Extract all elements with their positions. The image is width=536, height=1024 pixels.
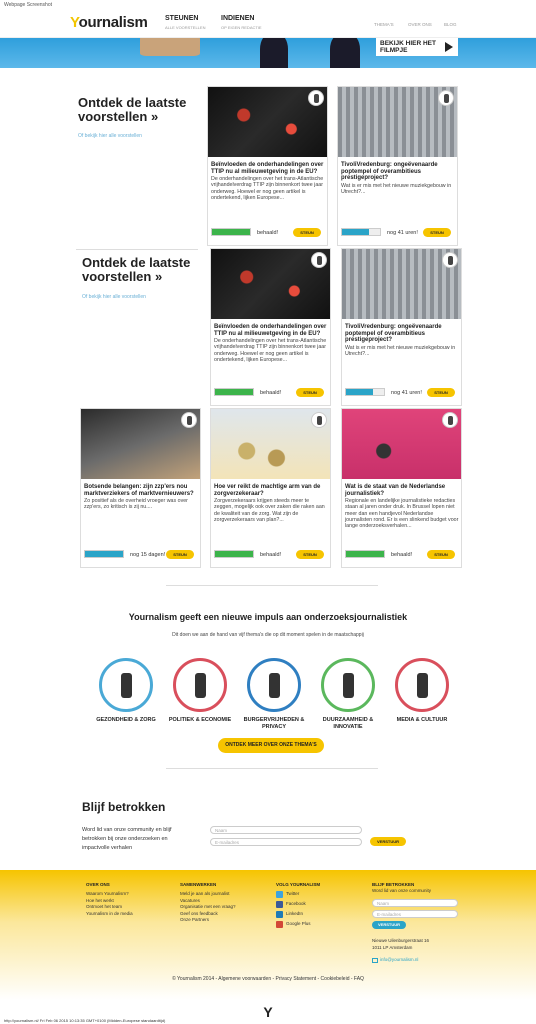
divider: [166, 768, 378, 769]
journalist-avatar-icon: [311, 412, 327, 428]
footer-link[interactable]: Ontmoet het team: [86, 904, 123, 909]
footer-link[interactable]: Waarom Yournalism?: [86, 891, 129, 896]
proposal-summary: De onderhandelingen over het trans-Atlantische vrijhandelverdrag TTIP zijn binnenkort twee jaar onderweg. Hoewel er nog geen artikel is ondertekend, lijken Europese...: [211, 176, 324, 201]
all-proposals-link[interactable]: Of bekijk hier alle voorstellen: [78, 133, 142, 139]
proposal-summary: Zorgverzekeraars krijgen steeds meer te zeggen, mogelijk ook over zaken die raken aan de kwaliteit van de zorg. Wat zijn de zorgverzekeraars van plan?...: [214, 498, 325, 523]
funding-progress-fill: [85, 551, 123, 557]
funding-progress-bar: [211, 228, 251, 236]
journalist-avatar-icon: [442, 252, 458, 268]
footer-name-input[interactable]: Naam: [372, 899, 458, 907]
footer-samenwerken-heading: SAMENWERKEN: [180, 882, 217, 887]
steun-button[interactable]: STEUN: [166, 550, 194, 559]
footer-address-line2: 1011 LP Amsterdam: [372, 945, 413, 950]
social-label: Google Plus: [286, 921, 311, 926]
logo-text: ournalism: [78, 14, 148, 31]
theme-label: DUURZAAMHEID & INNOVATIE: [322, 717, 374, 730]
hero-illustration-figure: [140, 38, 200, 56]
funding-status: behaald!: [391, 552, 413, 558]
theme-item[interactable]: [162, 658, 238, 724]
section-title: Ontdek de laatste voorstellen »: [82, 255, 191, 284]
all-proposals-link[interactable]: Of bekijk hier alle voorstellen: [82, 294, 146, 300]
hero-illustration-figure: [330, 38, 360, 68]
watch-video-label: BEKIJK HIER HET FILMPJE: [380, 40, 436, 54]
steun-button[interactable]: STEUN: [427, 388, 455, 397]
steun-button[interactable]: STEUN: [296, 388, 324, 397]
proposal-title[interactable]: TivoliVredenburg: ongeëvenaarde poptempel of overambitieus prestigeproject?: [345, 324, 442, 344]
footer-over-ons-heading: OVER ONS: [86, 882, 110, 887]
proposal-summary: Wat is er mis met het nieuwe muziekgebouw in Utrecht?...: [345, 345, 456, 358]
status-bar: http://yournalism.nl/ Fri Feb 06 2015 10:13:35 GMT+0100 (Midden-Europese standaardtijd): [4, 1018, 166, 1023]
funding-progress-fill: [212, 229, 250, 235]
newsletter-title: Blijf betrokken: [82, 800, 166, 814]
footer-link[interactable]: Onze Partners: [180, 917, 210, 922]
nav-over-ons[interactable]: OVER ONS: [408, 22, 432, 27]
theme-illustration-icon: [395, 658, 449, 712]
twitter-icon: [276, 891, 283, 898]
theme-item[interactable]: [384, 658, 460, 724]
funding-progress-bar: [214, 550, 254, 558]
copyright: © Yournalism 2014 - Algemene voorwaarden - Privacy Statement - Cookiebeleid - FAQ: [172, 976, 364, 982]
proposal-card[interactable]: [337, 86, 458, 246]
section-title: Ontdek de laatste voorstellen »: [78, 95, 187, 124]
hero-banner: [0, 38, 536, 68]
window-title: Webpage Screenshot: [4, 2, 52, 8]
proposal-image: [211, 409, 330, 479]
theme-label: GEZONDHEID & ZORG: [96, 717, 156, 723]
funding-progress-fill: [346, 389, 373, 395]
funding-status: behaald!: [260, 552, 282, 558]
name-input[interactable]: Naam: [210, 826, 362, 834]
footer-submit-button[interactable]: VERSTUUR: [372, 921, 406, 929]
facebook-icon: [276, 901, 283, 908]
funding-progress-bar: [345, 388, 385, 396]
funding-progress-fill: [215, 551, 253, 557]
proposal-summary: Wat is er mis met het nieuwe muziekgebouw in Utrecht?...: [341, 183, 452, 196]
theme-label: MEDIA & CULTUUR: [396, 717, 448, 723]
proposal-image: [211, 249, 330, 319]
proposal-title[interactable]: Beïnvloeden de onderhandelingen over TTIP nu al milieuwetgeving in de EU?: [211, 162, 324, 175]
theme-label: BURGERVRIJHEDEN & PRIVACY: [243, 717, 305, 730]
theme-label: POLITIEK & ECONOMIE: [168, 717, 232, 723]
footer-email-input[interactable]: E-mailadres: [372, 910, 458, 918]
mail-icon: [372, 958, 378, 963]
google-plus-icon: [276, 921, 283, 928]
proposal-summary: De onderhandelingen over het trans-Atlantische vrijhandelverdrag TTIP zijn binnenkort twee jaar onderweg. Hoewel er nog geen artikel is ondertekend, lijken Europese...: [214, 338, 327, 363]
footer-link[interactable]: Yournalism in de media: [86, 910, 133, 916]
journalist-avatar-icon: [442, 412, 458, 428]
footer-link[interactable]: Meld je aan als journalist: [180, 891, 230, 896]
funding-progress-fill: [342, 229, 369, 235]
footer-link[interactable]: Organisatie met een vraag?: [180, 904, 236, 909]
theme-item[interactable]: [310, 658, 386, 730]
footer-email-link[interactable]: info@yournalism.nl: [380, 957, 419, 962]
proposal-card[interactable]: [80, 408, 201, 568]
theme-illustration-icon: [99, 658, 153, 712]
footer-social-links: [276, 891, 346, 935]
site-logo[interactable]: Yournalism: [70, 14, 148, 31]
journalist-avatar-icon: [181, 412, 197, 428]
theme-illustration-icon: [247, 658, 301, 712]
footer-over-ons-links: [86, 891, 133, 917]
proposal-image: [338, 87, 457, 157]
linkedin-icon: [276, 911, 283, 918]
themes-subtitle: Dit doen we aan de hand van vijf thema's die op dit moment spelen in de maatschappij: [172, 632, 364, 638]
proposal-card[interactable]: [210, 248, 331, 406]
proposal-summary: Regionale en landelijke journalistieke redacties staan al jaren onder druk. In Brussel lopen niet meer dan een handjevol Nederlandse journalisten rond. Er is een slinkend budget voor lange onderzoeksverhalen...: [345, 498, 459, 530]
nav-steunen-sub: ALLE VOORSTELLEN: [165, 25, 206, 30]
footer-link[interactable]: Hoe het werkt: [86, 897, 114, 903]
funding-status: nog 41 uren!: [387, 230, 418, 236]
steun-button[interactable]: STEUN: [427, 550, 455, 559]
play-arrow-icon: [445, 42, 453, 52]
steun-button[interactable]: STEUN: [423, 228, 451, 237]
social-label: Twitter: [286, 891, 300, 896]
proposal-summary: Zo positief als de overheid vroeger was over zzp'ers, zo kritisch is zij nu....: [84, 498, 188, 511]
site-footer: [0, 870, 536, 1000]
proposal-card[interactable]: [341, 248, 462, 406]
funding-progress-bar: [84, 550, 124, 558]
steun-button[interactable]: STEUN: [293, 228, 321, 237]
hero-illustration-figure: [260, 38, 288, 68]
social-label: LinkedIn: [286, 911, 304, 916]
more-themes-button[interactable]: ONTDEK MEER OVER ONZE THEMA'S: [218, 738, 324, 753]
proposal-title[interactable]: Wat is de staat van de Nederlandse journalistiek?: [345, 484, 446, 497]
nav-themas[interactable]: THEMA'S: [374, 22, 394, 27]
footer-link[interactable]: Vacatures: [180, 897, 200, 903]
theme-item[interactable]: [88, 658, 164, 724]
footer-blijf-heading: BLIJF BETROKKEN: [372, 882, 415, 887]
theme-illustration-icon: [321, 658, 375, 712]
theme-item[interactable]: [236, 658, 312, 730]
nav-indienen-sub: OP EIGEN REDACTIE: [221, 25, 262, 30]
funding-progress-bar: [214, 388, 254, 396]
proposal-card[interactable]: [207, 86, 328, 246]
proposal-title[interactable]: Beïnvloeden de onderhandelingen over TTIP nu al milieuwetgeving in de EU?: [214, 324, 327, 337]
funding-status: behaald!: [257, 230, 279, 236]
proposal-image: [81, 409, 200, 479]
email-input[interactable]: E-mailadres: [210, 838, 362, 846]
footer-blijf-text: Word lid van onze community: [372, 888, 431, 893]
funding-progress-bar: [345, 550, 385, 558]
divider: [166, 585, 378, 586]
funding-progress-fill: [215, 389, 253, 395]
funding-status: nog 15 dagen!: [130, 552, 166, 558]
theme-illustration-icon: [173, 658, 227, 712]
proposal-card[interactable]: [210, 408, 331, 568]
nav-steunen[interactable]: STEUNEN: [165, 15, 199, 22]
proposal-title[interactable]: Hoe ver reikt de machtige arm van de zorgverzekeraar?: [214, 484, 321, 497]
site-header: [0, 9, 536, 38]
steun-button[interactable]: STEUN: [296, 550, 324, 559]
social-label: Facebook: [286, 901, 306, 906]
journalist-avatar-icon: [311, 252, 327, 268]
footer-volg-heading: VOLG YOURNALISM: [276, 882, 321, 887]
themes-title: Yournalism geeft een nieuwe impuls aan onderzoeksjournalistiek: [128, 612, 408, 622]
proposal-image: [342, 249, 461, 319]
divider: [76, 249, 198, 250]
newsletter-submit-button[interactable]: VERSTUUR: [370, 837, 406, 846]
footer-address-line1: Nieuwe Uilenburgerstraat 16: [372, 938, 430, 943]
funding-progress-fill: [346, 551, 384, 557]
proposal-image: [342, 409, 461, 479]
proposal-title[interactable]: Botsende belangen: zijn zzp'ers nou marktverziekers of marktvernieuwers?: [84, 484, 194, 497]
proposal-title[interactable]: TivoliVredenburg: ongeëvenaarde poptempel of overambitieus prestigeproject?: [341, 162, 438, 182]
nav-blog[interactable]: BLOG: [444, 22, 457, 27]
footer-link[interactable]: Geef ons feedback: [180, 910, 218, 916]
newsletter-text: Word lid van onze community en blijf betrokken bij onze onderzoeken en impactvolle verhalen: [82, 827, 172, 851]
footer-samenwerken-links: [180, 891, 236, 924]
funding-status: nog 41 uren!: [391, 390, 422, 396]
watch-video-button[interactable]: [376, 38, 458, 56]
proposal-card[interactable]: [341, 408, 462, 568]
nav-indienen[interactable]: INDIENEN: [221, 15, 255, 22]
journalist-avatar-icon: [308, 90, 324, 106]
funding-status: behaald!: [260, 390, 282, 396]
journalist-avatar-icon: [438, 90, 454, 106]
proposal-image: [208, 87, 327, 157]
footer-logo[interactable]: Y: [263, 1004, 273, 1020]
funding-progress-bar: [341, 228, 381, 236]
